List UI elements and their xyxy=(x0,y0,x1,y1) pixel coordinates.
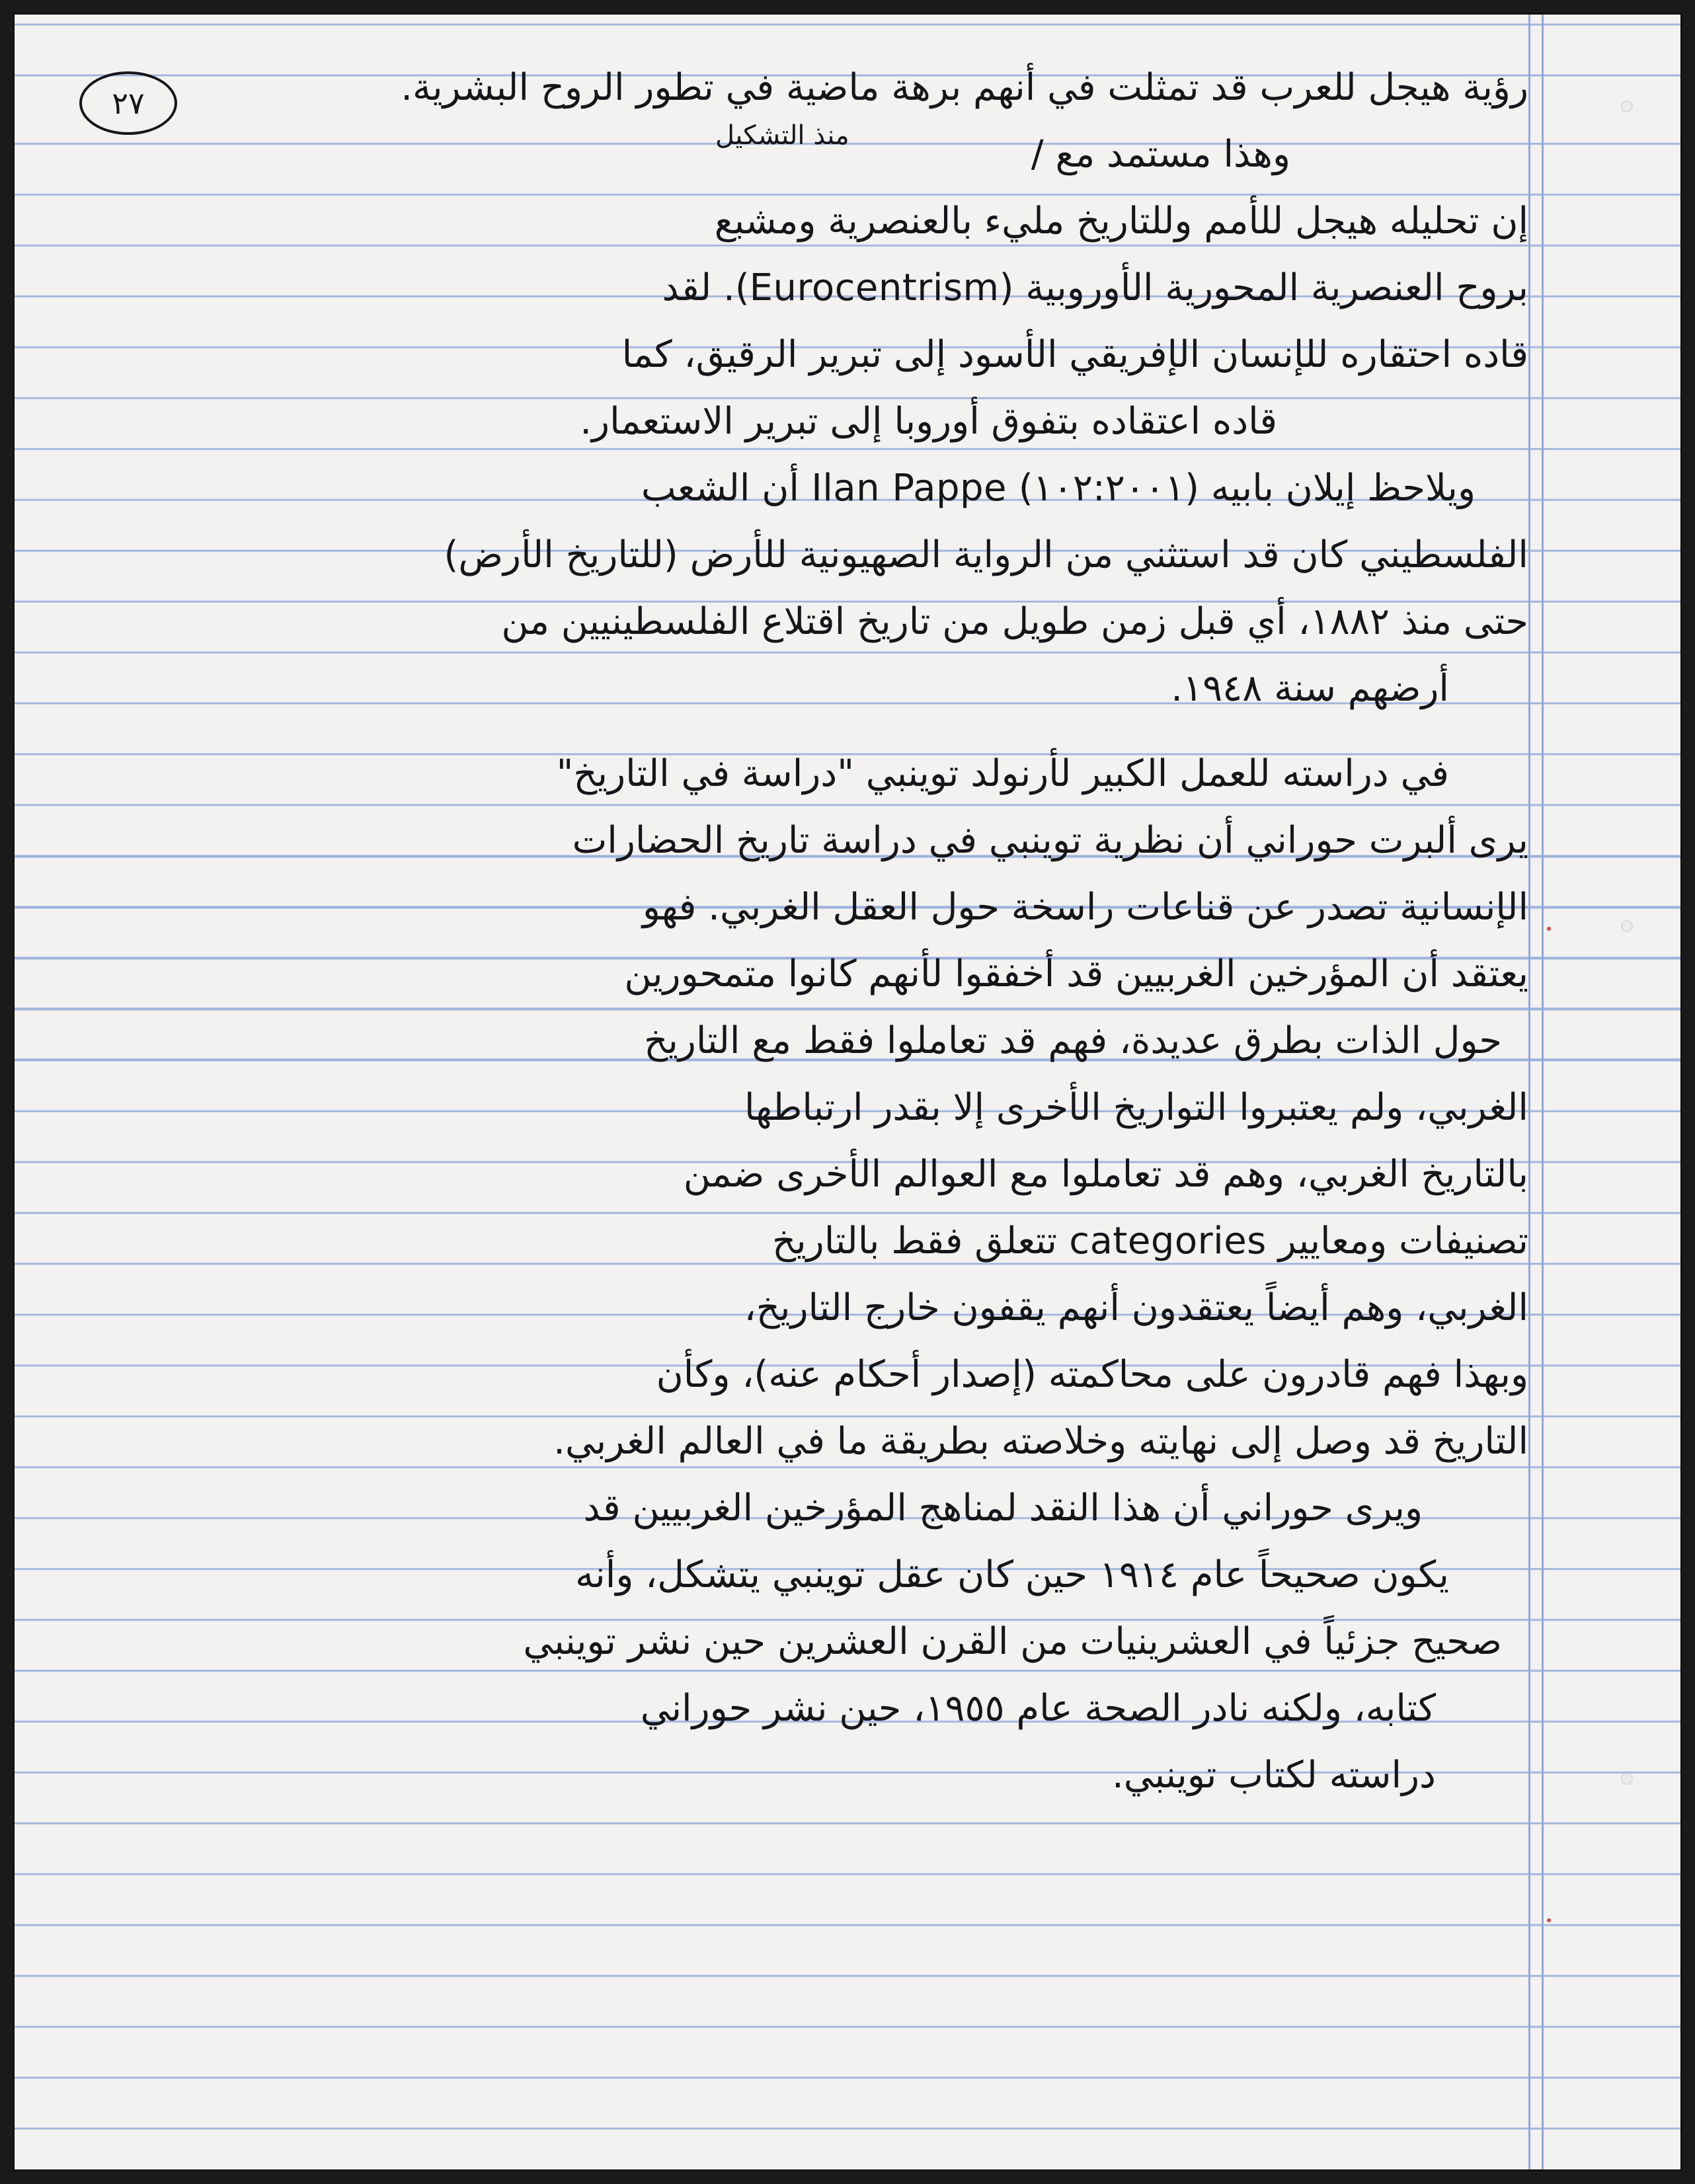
insert-note: منذ التشكيل xyxy=(715,120,849,151)
text-line: بالتاريخ الغربي، وهم قد تعاملوا مع العوالم الأخرى ضمن xyxy=(683,1153,1528,1196)
text-line: الغربي، وهم أيضاً يعتقدون أنهم يقفون خارج التاريخ، xyxy=(744,1286,1528,1329)
paragraph-2 xyxy=(67,740,1528,1809)
text-line: الغربي، ولم يعتبروا التواريخ الأخرى إلا بقدر ارتباطها xyxy=(744,1086,1528,1129)
text-line: ويلاحظ إيلان بابيه (١٠٢:٢٠٠١) Ilan Pappe أن الشعب xyxy=(641,467,1476,510)
margin-line xyxy=(1542,15,1544,2169)
text-line: قاده احتقاره للإنسان الإفريقي الأسود إلى تبرير الرقيق، كما xyxy=(621,333,1528,376)
text-line: قاده اعتقاده بتفوق أوروبا إلى تبرير الاستعمار. xyxy=(580,400,1277,443)
notebook-page xyxy=(15,15,1680,2169)
text-line: أرضهم سنة ١٩٤٨. xyxy=(1171,667,1449,710)
text-line: يعتقد أن المؤرخين الغربيين قد أخفقوا لأنهم كانوا متمحورين xyxy=(624,953,1528,995)
text-line: بروح العنصرية المحورية الأوروبية (Eurocentrism). لقد xyxy=(662,266,1528,309)
text-line: صحيح جزئياً في العشرينيات من القرن العشرين حين نشر توينبي xyxy=(523,1620,1502,1663)
binder-hole xyxy=(1621,100,1633,112)
text-line: إن تحليله هيجل للأمم وللتاريخ مليء بالعنصرية ومشبع xyxy=(714,200,1528,243)
text-line: حتى منذ ١٨٨٢، أي قبل زمن طويل من تاريخ اقتلاع الفلسطينيين من xyxy=(501,600,1528,643)
text-line: حول الذات بطرق عديدة، فهم قد تعاملوا فقط مع التاريخ xyxy=(644,1019,1502,1062)
text-line: الفلسطيني كان قد استثني من الرواية الصهيونية للأرض (للتاريخ الأرض) xyxy=(444,533,1528,576)
red-mark xyxy=(1547,1918,1551,1922)
text-line: كتابه، ولكنه نادر الصحة عام ١٩٥٥، حين نشر حوراني xyxy=(640,1687,1436,1730)
text-line: رؤية هيجل للعرب قد تمثلت في أنهم برهة ماضية في تطور الروح البشرية. xyxy=(401,66,1528,109)
text-line: التاريخ قد وصل إلى نهايته وخلاصته بطريقة ما في العالم الغربي. xyxy=(553,1420,1528,1463)
text-line: يرى ألبرت حوراني أن نظرية توينبي في دراسة تاريخ الحضارات xyxy=(572,819,1528,862)
red-mark xyxy=(1547,927,1551,931)
text-line: وهذا مستمد مع / xyxy=(1031,133,1290,176)
margin-line xyxy=(1528,15,1530,2169)
text-line: في دراسته للعمل الكبير لأرنولد توينبي "دراسة في التاريخ" xyxy=(556,752,1449,795)
text-line: وبهذا فهم قادرون على محاكمته (إصدار أحكام عنه)، وكأن xyxy=(656,1353,1528,1396)
text-line: الإنسانية تصدر عن قناعات راسخة حول العقل الغربي. فهو xyxy=(642,886,1528,929)
text-line: ويرى حوراني أن هذا النقد لمناهج المؤرخين الغربيين قد xyxy=(583,1487,1423,1530)
text-line: يكون صحيحاً عام ١٩١٤ حين كان عقل توينبي يتشكل، وأنه xyxy=(575,1553,1449,1596)
text-line: دراسته لكتاب توينبي. xyxy=(1111,1754,1436,1797)
binder-hole xyxy=(1621,920,1633,932)
paragraph-1 xyxy=(67,54,1528,722)
binder-hole xyxy=(1621,1773,1633,1785)
text-line: تصنيفات ومعايير categories تتعلق فقط بالتاريخ xyxy=(771,1220,1528,1263)
page-number-text: ٢٧ xyxy=(112,85,145,121)
